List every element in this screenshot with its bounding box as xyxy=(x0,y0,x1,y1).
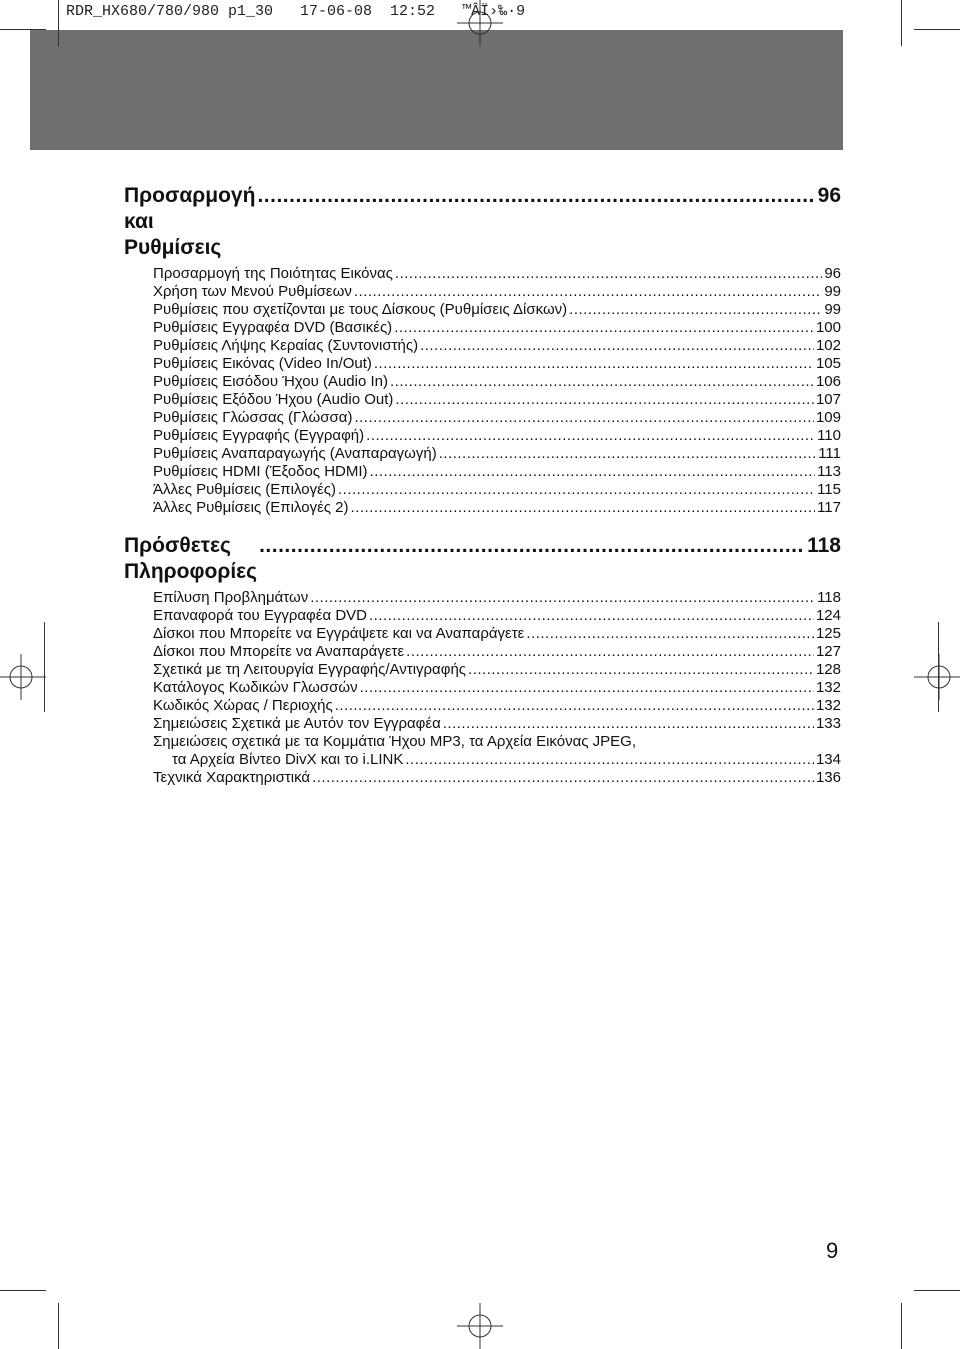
toc-entry[interactable] xyxy=(153,589,841,607)
dot-leader xyxy=(351,499,816,517)
entry-title: Άλλες Ρυθμίσεις (Επιλογές 2) xyxy=(153,499,349,516)
entry-title: Επαναφορά του Εγγραφέα DVD xyxy=(153,607,367,624)
section-page: 96 xyxy=(817,184,841,207)
toc-entry[interactable] xyxy=(153,769,841,787)
toc-entry-list xyxy=(124,265,841,517)
dot-leader xyxy=(406,643,814,661)
header-banner xyxy=(30,30,843,150)
entry-title: Ρυθμίσεις HDMI (Έξοδος HDMI) xyxy=(153,463,368,480)
entry-title: Δίσκοι που Μπορείτε να Εγγράψετε και να Αναπαράγετε xyxy=(153,625,525,642)
crop-mark xyxy=(914,29,960,30)
entry-title: Σχετικά με τη Λειτουργία Εγγραφής/Αντιγραφής xyxy=(153,661,467,678)
dot-leader xyxy=(394,319,814,337)
toc-entry[interactable] xyxy=(153,661,841,679)
dot-leader xyxy=(370,463,816,481)
toc-entry[interactable] xyxy=(153,499,841,517)
toc-entry[interactable] xyxy=(153,625,841,643)
entry-page: 110 xyxy=(817,427,841,444)
dot-leader xyxy=(310,589,815,607)
section-title: Πρόσθετες Πληροφορίες xyxy=(124,534,258,583)
entry-title: Ρυθμίσεις Λήψης Κεραίας (Συντονιστής) xyxy=(153,337,419,354)
entry-title: Ρυθμίσεις Εξόδου Ήχου (Audio Out) xyxy=(153,391,394,408)
dot-leader xyxy=(468,661,814,679)
entry-page: 132 xyxy=(815,679,841,696)
entry-page: 113 xyxy=(817,463,841,480)
entry-title: Ρυθμίσεις Γλώσσας (Γλώσσα) xyxy=(153,409,353,426)
toc-entry[interactable] xyxy=(153,643,841,661)
entry-page: 99 xyxy=(824,283,841,300)
entry-title: Ρυθμίσεις Εισόδου Ήχου (Audio In) xyxy=(153,373,388,390)
entry-title: Ρυθμίσεις Αναπαραγωγής (Αναπαραγωγή) xyxy=(153,445,437,462)
dot-leader xyxy=(312,769,814,787)
toc-section-heading[interactable] xyxy=(124,533,841,585)
entry-title: Κατάλογος Κωδικών Γλωσσών xyxy=(153,679,358,696)
entry-page: 128 xyxy=(815,661,841,678)
entry-title: Ρυθμίσεις Εικόνας (Video In/Out) xyxy=(153,355,372,372)
toc-entry[interactable] xyxy=(153,373,841,391)
dot-leader xyxy=(405,751,814,769)
entry-title: Κωδικός Χώρας / Περιοχής xyxy=(153,697,333,714)
dot-leader xyxy=(257,183,815,209)
crop-mark xyxy=(914,1290,960,1291)
dot-leader xyxy=(360,679,814,697)
dot-leader xyxy=(366,427,815,445)
entry-page: 96 xyxy=(824,265,841,282)
toc-entry[interactable] xyxy=(153,427,841,445)
entry-title: Χρήση των Μενού Ρυθμίσεων xyxy=(153,283,352,300)
toc-entry[interactable] xyxy=(153,697,841,715)
page-number: 9 xyxy=(826,1238,839,1263)
toc-entry[interactable] xyxy=(153,409,841,427)
crop-mark xyxy=(58,0,59,46)
entry-page: 136 xyxy=(815,769,841,786)
dot-leader xyxy=(354,409,814,427)
entry-title: Προσαρμογή της Ποιότητας Εικόνας xyxy=(153,265,393,282)
dot-leader xyxy=(569,301,822,319)
entry-title-continuation-row xyxy=(153,751,841,769)
section-title: Προσαρμογή και Ρυθμίσεις xyxy=(124,184,256,259)
dot-leader xyxy=(390,373,814,391)
crop-mark xyxy=(58,1303,59,1349)
toc-entry[interactable] xyxy=(153,733,841,769)
print-slug: RDR_HX680/780/980 p1_30 17-06-08 12:52 ™ÂÏ›‰·9 xyxy=(66,3,526,20)
dot-leader xyxy=(338,481,815,499)
dot-leader xyxy=(443,715,814,733)
entry-title: Επίλυση Προβλημάτων xyxy=(153,589,309,606)
registration-mark-icon xyxy=(0,654,46,700)
toc-entry[interactable] xyxy=(153,355,841,373)
toc-entry[interactable] xyxy=(153,607,841,625)
entry-page: 100 xyxy=(815,319,841,336)
entry-title: Ρυθμίσεις Εγγραφής (Εγγραφή) xyxy=(153,427,365,444)
crop-mark xyxy=(0,29,46,30)
entry-title: Ρυθμίσεις Εγγραφέα DVD (Βασικές) xyxy=(153,319,393,336)
toc-entry[interactable] xyxy=(153,283,841,301)
section-page: 118 xyxy=(807,534,841,557)
entry-page: 99 xyxy=(824,301,841,318)
dot-leader xyxy=(259,533,805,559)
toc-entry[interactable] xyxy=(153,445,841,463)
entry-page: 109 xyxy=(815,409,841,426)
toc-entry[interactable] xyxy=(153,265,841,283)
entry-page: 115 xyxy=(817,481,841,498)
entry-title-continuation: τα Αρχεία Βίντεο DivX και το i.LINK xyxy=(172,751,404,768)
crop-mark xyxy=(0,1290,46,1291)
entry-page: 117 xyxy=(817,499,841,516)
entry-title: Τεχνικά Χαρακτηριστικά xyxy=(153,769,311,786)
registration-mark-icon xyxy=(457,0,503,46)
crop-mark xyxy=(901,1303,902,1349)
entry-title: Σημειώσεις σχετικά με τα Κομμάτια Ήχου MP3, τα Αρχεία Εικόνας JPEG, xyxy=(153,733,636,750)
toc-entry-list xyxy=(124,589,841,787)
dot-leader xyxy=(374,355,814,373)
entry-title: Άλλες Ρυθμίσεις (Επιλογές) xyxy=(153,481,337,498)
entry-page: 118 xyxy=(817,589,841,606)
dot-leader xyxy=(335,697,814,715)
toc-entry[interactable] xyxy=(153,715,841,733)
entry-title: Σημειώσεις Σχετικά με Αυτόν τον Εγγραφέα xyxy=(153,715,441,732)
toc-entry[interactable] xyxy=(153,463,841,481)
dot-leader xyxy=(395,265,822,283)
entry-page: 125 xyxy=(815,625,841,642)
entry-page: 133 xyxy=(815,715,841,732)
toc-section-heading[interactable] xyxy=(124,183,841,261)
entry-title: Ρυθμίσεις που σχετίζονται με τους Δίσκους (Ρυθμίσεις Δίσκων) xyxy=(153,301,568,318)
toc-entry[interactable] xyxy=(153,319,841,337)
entry-page: 105 xyxy=(815,355,841,372)
entry-page: 132 xyxy=(815,697,841,714)
dot-leader xyxy=(526,625,814,643)
crop-mark xyxy=(901,0,902,46)
table-of-contents xyxy=(124,183,841,787)
toc-entry[interactable] xyxy=(153,301,841,319)
dot-leader xyxy=(354,283,822,301)
toc-entry[interactable] xyxy=(153,337,841,355)
entry-title: Δίσκοι που Μπορείτε να Αναπαράγετε xyxy=(153,643,405,660)
entry-page: 127 xyxy=(815,643,841,660)
entry-page: 102 xyxy=(815,337,841,354)
toc-entry[interactable] xyxy=(153,391,841,409)
dot-leader xyxy=(395,391,814,409)
dot-leader xyxy=(439,445,816,463)
entry-page: 111 xyxy=(818,445,841,462)
entry-page: 107 xyxy=(815,391,841,408)
registration-mark-icon xyxy=(914,654,960,700)
dot-leader xyxy=(420,337,814,355)
toc-entry[interactable] xyxy=(153,481,841,499)
registration-mark-icon xyxy=(457,1303,503,1349)
entry-page: 106 xyxy=(815,373,841,390)
entry-page: 124 xyxy=(815,607,841,624)
dot-leader xyxy=(369,607,814,625)
entry-page: 134 xyxy=(815,751,841,768)
toc-entry[interactable] xyxy=(153,679,841,697)
